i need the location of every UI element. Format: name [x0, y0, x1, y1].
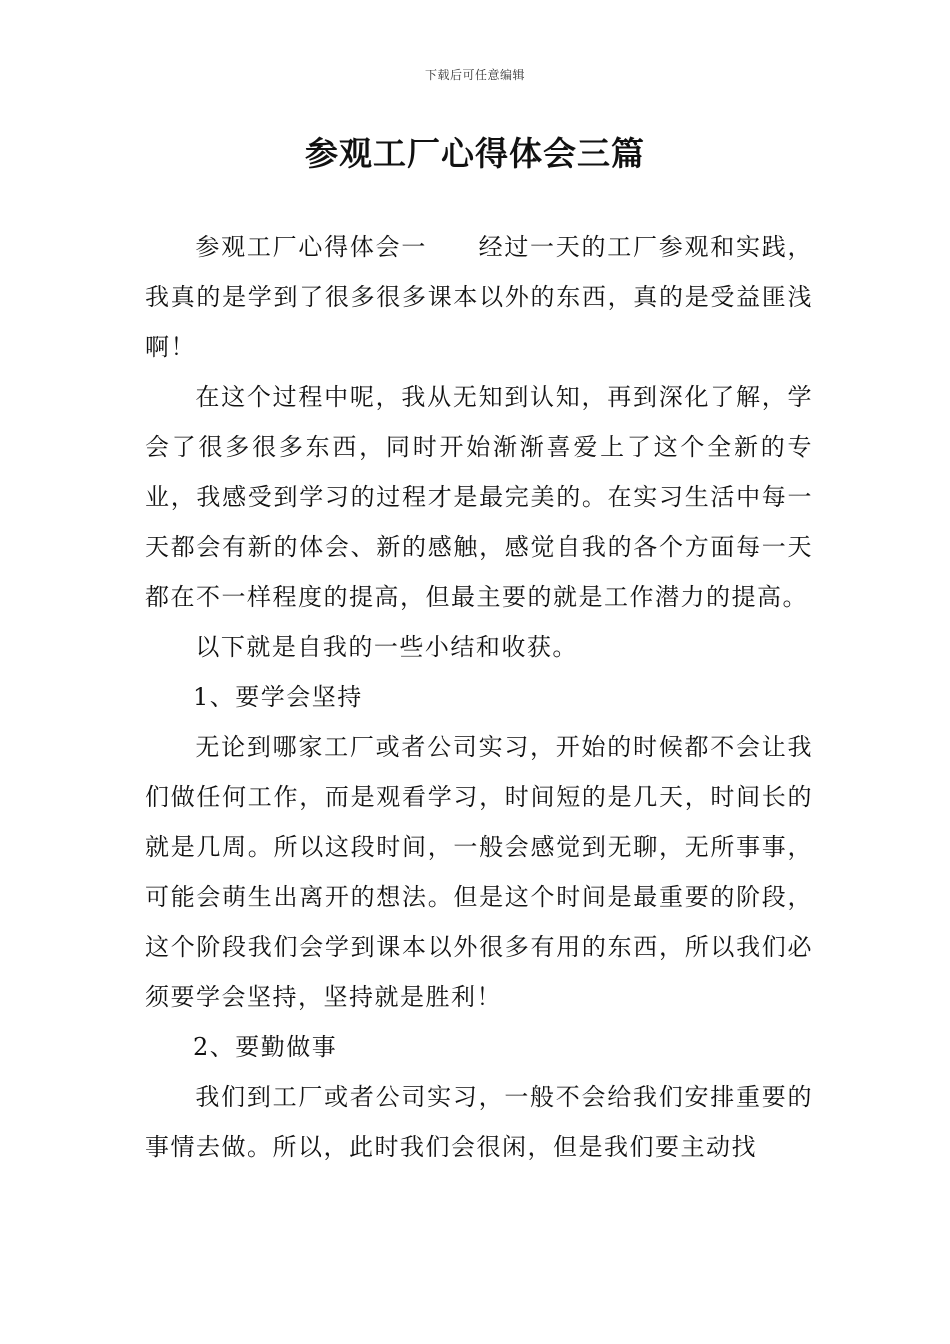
section-heading-persistence: 1、要学会坚持: [193, 683, 363, 711]
document-body: [145, 222, 813, 1172]
paragraph-process: 在这个过程中呢，我从无知到认知，再到深化了解，学会了很多很多东西，同时开始渐渐喜爱上了这个全新的专业，我感受到学习的过程才是最完美的。在实习生活中每一天都会有新的体会、新的感触，感觉自我的各个方面每一天都在不一样程度的提高，但最主要的就是工作潜力的提高。: [145, 383, 813, 611]
header-note: 下载后可任意编辑: [424, 68, 525, 82]
paragraph-diligence: 我们到工厂或者公司实习，一般不会给我们安排重要的事情去做。所以，此时我们会很闲，但是我们要主动找: [145, 1083, 813, 1161]
section-heading-diligence: 2、要勤做事: [193, 1033, 338, 1061]
paragraph-summary-intro: 以下就是自我的一些小结和收获。: [195, 633, 578, 661]
paragraph-persistence: 无论到哪家工厂或者公司实习，开始的时候都不会让我们做任何工作，而是观看学习，时间短的是几天，时间长的就是几周。所以这段时间，一般会感觉到无聊，无所事事，可能会萌生出离开的想法。但是这个时间是最重要的阶段，这个阶段我们会学到课本以外很多有用的东西，所以我们必须要学会坚持，坚持就是胜利！: [145, 733, 813, 1011]
paragraph-intro: 参观工厂心得体会一 经过一天的工厂参观和实践，我真的是学到了很多很多课本以外的东西，真的是受益匪浅啊！: [145, 233, 813, 361]
document-title: 参观工厂心得体会三篇: [305, 134, 645, 173]
